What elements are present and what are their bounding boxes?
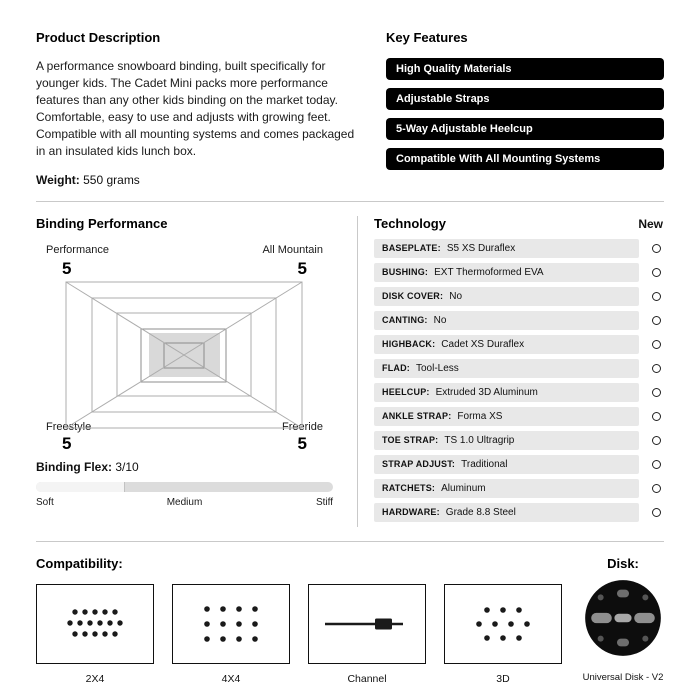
spec-label: STRAP ADJUST:: [382, 459, 456, 470]
axis-value-freeride: 5: [297, 434, 307, 454]
spec-value: Extruded 3D Aluminum: [435, 387, 538, 399]
weight-value: 550 grams: [79, 173, 140, 188]
new-toggle[interactable]: [652, 316, 661, 325]
spec-label: DISK COVER:: [382, 291, 444, 302]
middle-section: [36, 216, 664, 527]
flex-bar-fill: [36, 482, 125, 492]
flex-scale-soft: Soft: [36, 497, 54, 509]
technology-title: Technology: [374, 216, 446, 232]
disk-label: Universal Disk - V2: [582, 672, 664, 684]
dots-2x4-icon: [37, 594, 153, 654]
table-row: [374, 287, 664, 306]
spec-value: Traditional: [461, 459, 508, 471]
key-feature-pill: High Quality Materials: [386, 58, 664, 80]
axis-label-freeride: Freeride: [282, 421, 323, 434]
divider: [36, 541, 664, 542]
compat-item-channel: [308, 584, 426, 685]
compat-label: 2X4: [85, 673, 105, 686]
universal-disk-icon: [580, 575, 666, 661]
key-features-panel: [386, 30, 664, 187]
new-toggle[interactable]: [652, 460, 661, 469]
spec-label: HARDWARE:: [382, 507, 440, 518]
key-feature-pill: 5-Way Adjustable Heelcup: [386, 118, 664, 140]
spec-value: EXT Thermoformed EVA: [434, 267, 544, 279]
flex-scale-labels: [36, 497, 333, 508]
table-row: [374, 335, 664, 354]
key-feature-pill: Adjustable Straps: [386, 88, 664, 110]
spec-value: No: [449, 291, 463, 303]
compatibility-section: [36, 556, 664, 685]
axis-value-freestyle: 5: [62, 434, 72, 454]
table-row: [374, 431, 664, 450]
dots-4x4-icon: [173, 594, 289, 654]
weight-line: [36, 173, 356, 187]
technology-header: [374, 216, 664, 231]
compat-label: Channel: [347, 673, 387, 686]
binding-flex-line: [36, 460, 333, 474]
spec-label: HEELCUP:: [382, 387, 430, 398]
product-description-title: Product Description: [36, 30, 161, 45]
table-row: [374, 359, 664, 378]
spec-label: FLAD:: [382, 363, 410, 374]
new-toggle[interactable]: [652, 484, 661, 493]
new-toggle[interactable]: [652, 340, 661, 349]
table-row: [374, 239, 664, 258]
spec-value: No: [433, 315, 447, 327]
table-row: [374, 311, 664, 330]
binding-performance-title: Binding Performance: [36, 216, 168, 232]
spec-value: Forma XS: [457, 411, 503, 423]
technology-panel: [358, 216, 664, 527]
compat-item-2x4: [36, 584, 154, 685]
divider: [36, 201, 664, 202]
spec-label: RATCHETS:: [382, 483, 436, 494]
axis-value-all-mountain: 5: [297, 259, 307, 279]
disk-group: [580, 556, 666, 685]
dots-3d-icon: [445, 594, 561, 654]
spec-value: Tool-Less: [416, 363, 459, 375]
compat-label: 3D: [496, 673, 510, 686]
key-feature-pill: Compatible With All Mounting Systems: [386, 148, 664, 170]
compatibility-group: [36, 556, 562, 685]
new-toggle[interactable]: [652, 268, 661, 277]
new-toggle[interactable]: [652, 388, 661, 397]
spec-label: TOE STRAP:: [382, 435, 439, 446]
table-row: [374, 263, 664, 282]
spec-label: CANTING:: [382, 315, 428, 326]
binding-performance-panel: [36, 216, 358, 527]
new-toggle[interactable]: [652, 508, 661, 517]
binding-flex-label: Binding Flex:: [36, 460, 112, 475]
weight-label: Weight:: [36, 173, 80, 188]
product-description-panel: [36, 30, 356, 187]
compat-boxes: [36, 584, 562, 685]
spec-label: BUSHING:: [382, 267, 429, 278]
binding-flex-value: 3/10: [112, 460, 139, 475]
new-toggle[interactable]: [652, 244, 661, 253]
spec-value: S5 XS Duraflex: [446, 243, 516, 255]
new-toggle[interactable]: [652, 292, 661, 301]
radar-grid-icon: [64, 280, 304, 430]
spec-value: Aluminum: [441, 483, 486, 495]
spec-label: ANKLE STRAP:: [382, 411, 452, 422]
table-row: [374, 455, 664, 474]
new-column-header: New: [638, 217, 663, 232]
axis-value-performance: 5: [62, 259, 72, 279]
axis-label-freestyle: Freestyle: [46, 421, 92, 434]
table-row: [374, 407, 664, 426]
product-description-text: A performance snowboard binding, built specifically for younger kids. The Cadet Mini packs more performance features than any other kids binding on the market today. Comfortable, easy to use and adjusts with growing feet. Compatible with all mounting systems and comes packaged in an insulated kids lunch box.: [36, 59, 355, 159]
new-toggle[interactable]: [652, 364, 661, 373]
spec-label: BASEPLATE:: [382, 243, 441, 254]
flex-scale-medium: Medium: [166, 497, 203, 509]
new-toggle[interactable]: [652, 436, 661, 445]
axis-label-performance: Performance: [46, 244, 109, 257]
spec-value: TS 1.0 Ultragrip: [444, 435, 515, 447]
disk-title: Disk:: [607, 556, 639, 572]
table-row: [374, 479, 664, 498]
flex-scale-stiff: Stiff: [315, 497, 333, 509]
compat-item-4x4: [172, 584, 290, 685]
flex-bar-track: [36, 482, 333, 492]
new-toggle[interactable]: [652, 412, 661, 421]
table-row: [374, 383, 664, 402]
top-section: [36, 30, 664, 187]
compat-label: 4X4: [221, 673, 241, 686]
axis-label-all-mountain: All Mountain: [262, 244, 323, 257]
spec-value: Grade 8.8 Steel: [445, 507, 516, 519]
channel-icon: [309, 594, 425, 654]
compatibility-title: Compatibility:: [36, 556, 123, 572]
spec-label: HIGHBACK:: [382, 339, 436, 350]
table-row: [374, 503, 664, 522]
compat-item-3d: [444, 584, 562, 685]
spec-value: Cadet XS Duraflex: [441, 339, 525, 351]
key-features-title: Key Features: [386, 30, 468, 45]
radar-chart: [36, 244, 333, 454]
